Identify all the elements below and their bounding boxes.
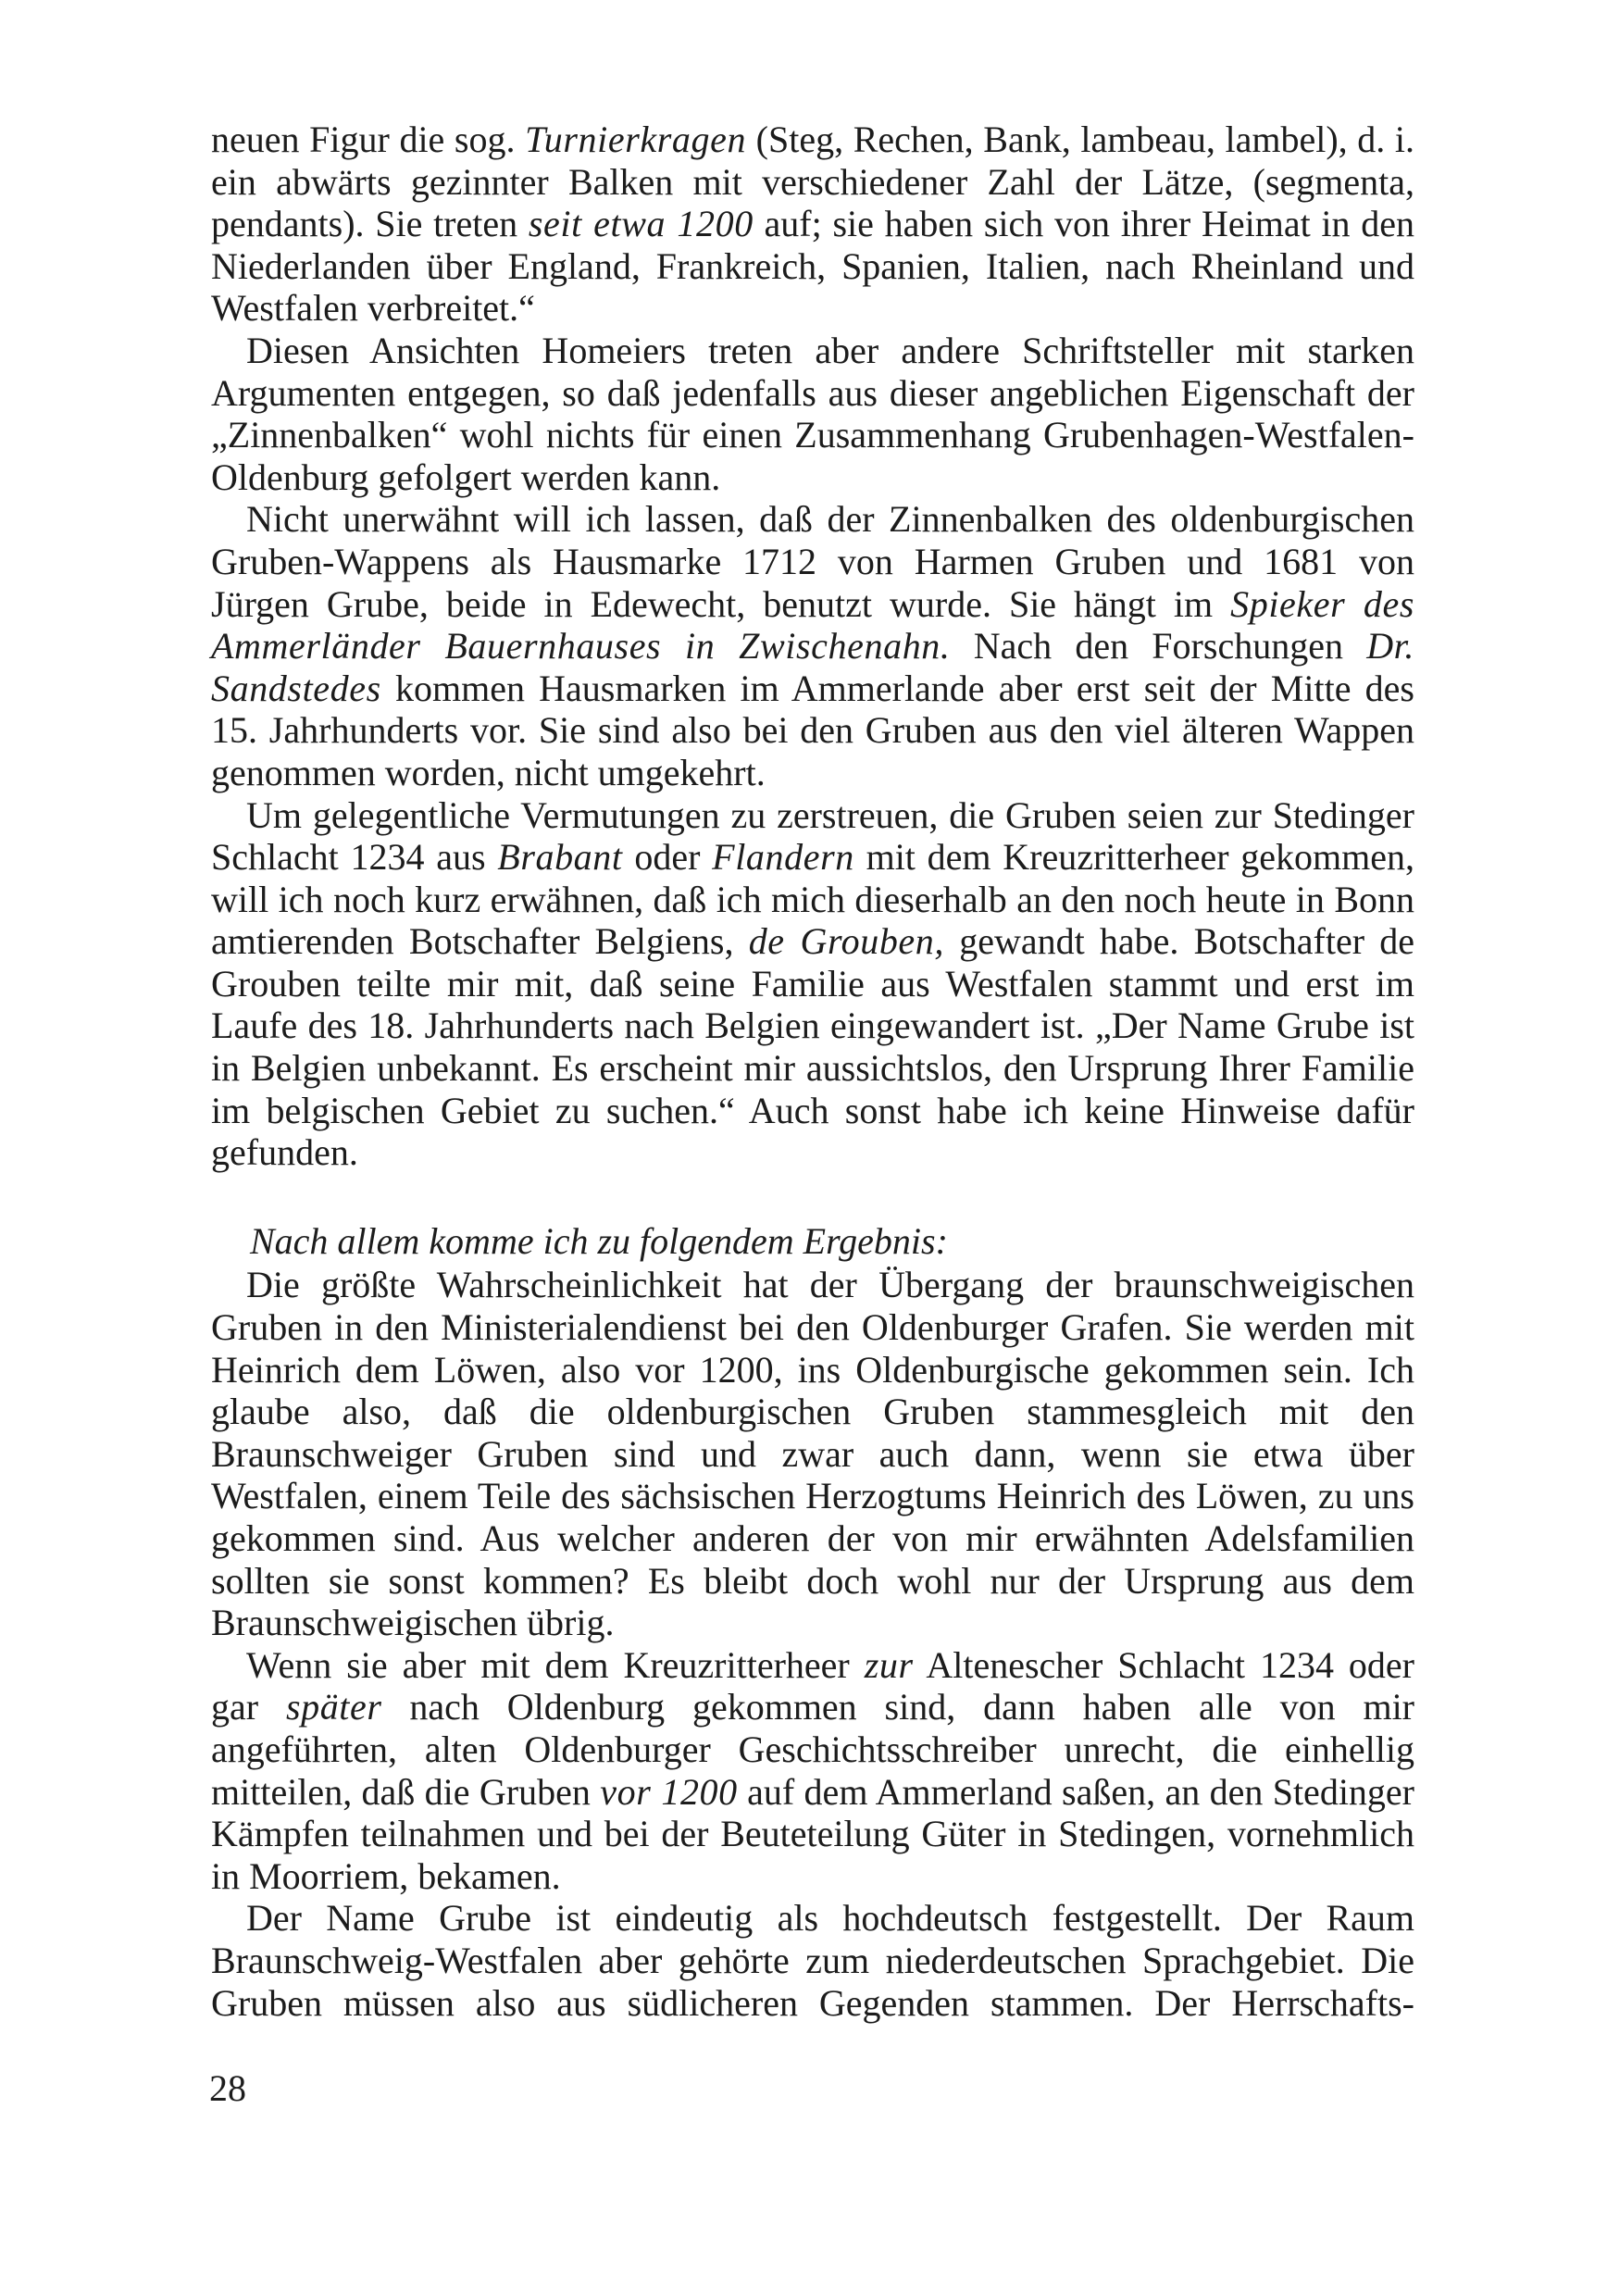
- text-run: auf dem Ammerland saßen, an den Stedinger Kämpfen teilnahmen und bei der Beuteteilung Güter in Stedingen, vornehmlich in Moorriem, bekamen.: [211, 1770, 1415, 1897]
- italic-text: seit etwa 1200: [528, 203, 754, 245]
- text-run: Die größte Wahrscheinlichkeit hat der Übergang der braunschweigischen Gruben in den Ministerialendienst bei den Oldenburger Grafen. Sie werden mit Heinrich dem Löwen, also vor 1200, ins Oldenburgische gekommen sein. Ich glaube also, daß die oldenburgischen Gruben stammesgleich mit den Braunschweiger Gruben sind und zwar auch dann, wenn sie etwa über Westfalen, einem Teile des sächsischen Herzogtums Heinrich des Löwen, zu uns gekommen sind. Aus welcher anderen der von mir erwähnten Adelsfamilien sollten sie sonst kommen? Es bleibt doch wohl nur der Ursprung aus dem Braunschweigischen übrig.: [211, 1264, 1414, 1644]
- text-run: Nach den Forschungen: [950, 625, 1367, 668]
- text-run: auf; sie haben sich von ihrer Heimat in den Niederlanden über England, Frankreich, Spanien, Italien, nach Rheinland und Westfalen verbreitet.“: [211, 203, 1415, 330]
- italic-text: Brabant: [497, 836, 623, 879]
- text-run: kommen Hausmarken im Ammerlande aber erst seit der Mitte des 15. Jahrhunderts vor. Sie sind also bei den Gruben aus den viel älteren Wappen genommen worden, nicht umgekehrt.: [211, 667, 1414, 793]
- italic-text: Dr. Sandstedes: [211, 625, 1415, 709]
- text-run: Wenn sie aber mit dem Kreuzritterheer: [246, 1643, 865, 1686]
- text-run: Nach allem komme ich zu folgendem Ergebnis:: [250, 1219, 948, 1262]
- page-body: [211, 119, 1414, 2024]
- text-run: Altenescher Schlacht 1234 oder gar: [211, 1643, 1414, 1728]
- italic-text: zur: [864, 1643, 914, 1686]
- italic-text: später: [285, 1686, 382, 1728]
- text-run: Diesen Ansichten Homeiers treten aber andere Schriftsteller mit starken Argumenten entgegen, so daß jedenfalls aus dieser angeblichen Eigenschaft der „Zinnenbalken“ wohl nichts für einen Zusammenhang Grubenhagen-Westfalen-Oldenburg gefolgert werden kann.: [211, 329, 1414, 498]
- section-heading: [211, 1220, 1414, 1263]
- italic-text: Flandern: [712, 836, 854, 879]
- text-run: Der Name Grube ist eindeutig als hochdeutsch festgestellt. Der Raum Braunschweig-Westfalen aber gehörte zum niederdeutschen Sprachgebiet. Die Gruben müssen also aus südlicheren Gegenden stammen. Der Herrschafts-: [211, 1897, 1414, 2024]
- paragraph-3: [211, 498, 1414, 793]
- italic-text: vor 1200: [600, 1770, 738, 1813]
- italic-text: de Grouben,: [748, 920, 944, 963]
- paragraph-5: [211, 1264, 1414, 1643]
- paragraph-2: [211, 330, 1414, 498]
- paragraph-4: [211, 794, 1414, 1174]
- paragraph-7: [211, 1897, 1414, 2024]
- paragraph-6: [211, 1644, 1414, 1898]
- text-run: (Steg, Rechen, Bank, lambeau, lambel), d. i. ein abwärts gezinnter Balken mit verschiedener Zahl der Lätze, (segmenta, pendants). Sie treten: [211, 119, 1414, 245]
- paragraph-1: [211, 119, 1414, 330]
- text-run: Um gelegentliche Vermutungen zu zerstreuen, die Gruben seien zur Stedinger Schlacht 1234 aus: [211, 793, 1414, 879]
- italic-text: Spieker des Ammerländer Bauernhauses in Zwischenahn.: [211, 582, 1414, 668]
- italic-text: Turnierkragen: [525, 119, 747, 160]
- text-run: nach Oldenburg gekommen sind, dann haben alle von mir angeführten, alten Oldenburger Geschichtsschreiber unrecht, die einhellig mitteilen, daß die Gruben: [211, 1686, 1414, 1813]
- text-run: neuen Figur die sog.: [211, 119, 526, 160]
- text-run: mit dem Kreuzritterheer gekommen, will ich noch kurz erwähnen, daß ich mich dieserhalb an den noch heute in Bonn amtierenden Botschafter Belgiens,: [211, 836, 1415, 963]
- text-run: Nicht unerwähnt will ich lassen, daß der Zinnenbalken des oldenburgischen Gruben-Wappens als Hausmarke 1712 von Harmen Gruben und 1681 von Jürgen Grube, beide in Edewecht, benutzt wurde. Sie hängt im: [211, 498, 1414, 625]
- page-number: 28: [209, 2067, 246, 2109]
- text-run: gewandt habe. Botschafter de Grouben teilte mir mit, daß seine Familie aus Westfalen stammt und erst im Laufe des 18. Jahrhunderts nach Belgien eingewandert ist. „Der Name Grube ist in Belgien unbekannt. Es erscheint mir aussichtslos, den Ursprung Ihrer Familie im belgischen Gebiet zu suchen.“ Auch sonst habe ich keine Hinweise dafür gefunden.: [211, 920, 1414, 1174]
- text-run: oder: [622, 836, 713, 879]
